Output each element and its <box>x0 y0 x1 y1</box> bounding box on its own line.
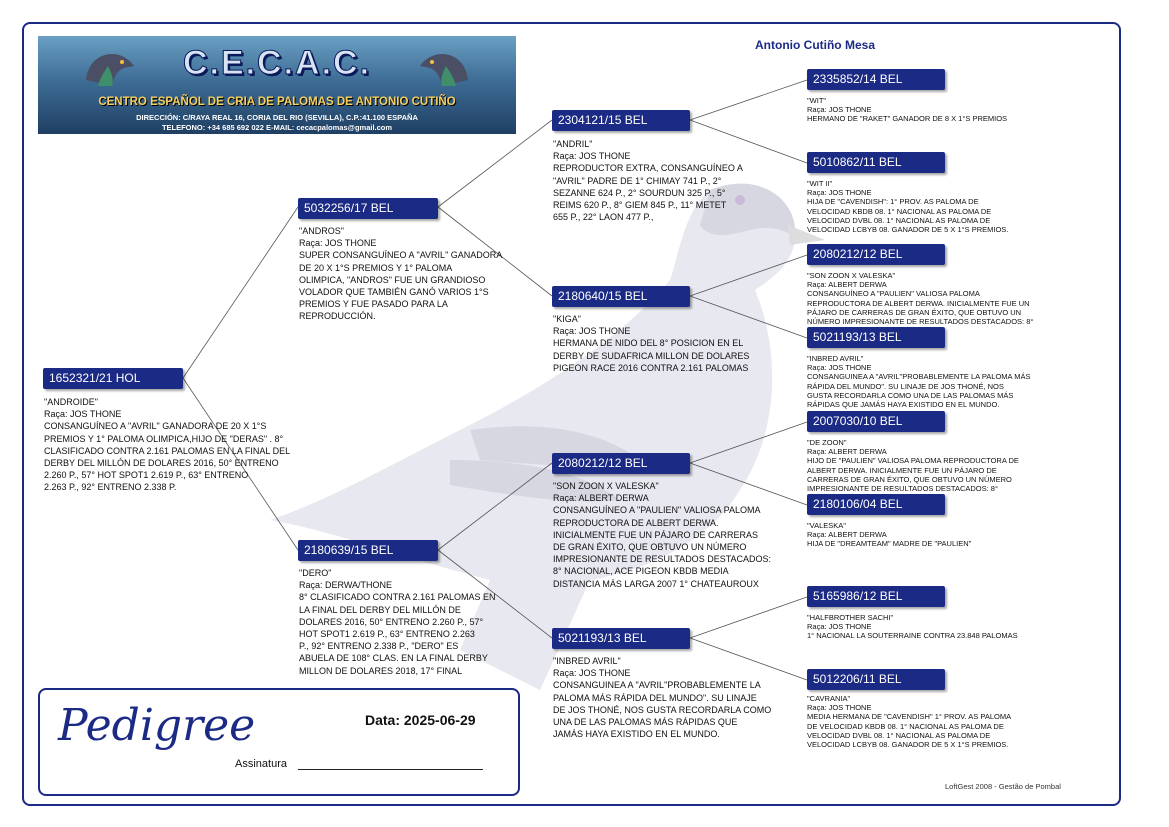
info-line: DOLARES 2016, 50° ENTRENO 2.260 P., 57° <box>299 616 484 627</box>
info-line: REPRODUCCIÓN. <box>299 311 376 322</box>
info-line: HIJA DE "CAVENDISH": 1° PROV. AS PALOMA DE <box>807 197 979 207</box>
subject-info <box>44 396 354 494</box>
info-line: ALBERT DERWA. INICIALMENTE FUE UN PÁJARO DE <box>807 465 997 475</box>
info-line: Raça: JOS THONE <box>553 326 631 337</box>
info-line: 8° NACIONAL, ACE PIGEON KBDB MEDIA <box>553 566 729 577</box>
info-line: GUSTA RECORDARLA COMO UNA DE LAS PALOMAS MÁS <box>807 390 1014 400</box>
info-line: PREMIOS Y FUE PASADO PARA LA <box>299 299 448 310</box>
info-line: Raça: ALBERT DERWA <box>807 280 887 290</box>
info-line: Raça: JOS THONE <box>44 409 122 420</box>
info-line: HOT SPOT1 2.619 P., 63° ENTRENO 2.263 <box>299 629 475 640</box>
info-line: "ANDRIL" <box>553 139 593 149</box>
info-line: DISTANCIA MÁS LARGA 2007 1° CHATEAUROUX <box>553 578 759 589</box>
info-line: Raça: JOS THONE <box>299 238 377 249</box>
gp-ss-info <box>553 138 793 223</box>
ggp-6-info <box>807 521 1067 549</box>
gp-ds-info <box>553 480 798 590</box>
ggp-8-info <box>807 694 1067 749</box>
info-line: "ANDROIDE" <box>44 397 98 407</box>
info-line: "VALESKA" <box>807 521 846 530</box>
info-line: Raça: ALBERT DERWA <box>807 530 887 540</box>
info-line: REPRODUCTORA DE ALBERT DERWA. <box>553 517 719 528</box>
info-line: "SON ZOON X VALESKA" <box>807 271 896 280</box>
info-line: ABUELA DE 108° CLAS. EN LA FINAL DERBY <box>299 653 488 664</box>
info-line: SEZANNE 624 P., 2° SOURDUN 325 P., 5° <box>553 187 726 198</box>
info-line: OLIMPICA, "ANDROS" FUE UN GRANDIOSO <box>299 274 486 285</box>
info-line: IMPRESIONANTE DE RESULTADOS DESTACADOS: <box>553 554 772 565</box>
info-line: Raça: ALBERT DERWA <box>807 447 887 457</box>
sire-info <box>299 225 529 323</box>
ggp-1-ring[interactable]: 2335852/14 BEL <box>807 69 945 90</box>
footer-credit: LoftGest 2008 - Gestão de Pombal <box>945 782 1061 791</box>
info-line: IMPRESIONANTE DE RESULTADOS DESTACADOS: 8° <box>807 484 998 494</box>
sire-ring[interactable]: 5032256/17 BEL <box>298 198 438 219</box>
info-line: PIGEON RACE 2016 CONTRA 2.161 PALOMAS <box>553 362 749 373</box>
info-line: "DE ZOON" <box>807 438 847 447</box>
signature-label: Assinatura <box>235 758 287 770</box>
info-line: "SON ZOON X VALESKA" <box>553 481 659 491</box>
info-line: DE GRAN ÉXITO, QUE OBTUVO UN NÚMERO <box>553 542 747 553</box>
info-line: REPRODUCTOR EXTRA, CONSANGUÍNEO A <box>553 163 743 174</box>
info-line: CONSANGUÍNEO A "PAULIEN" VALIOSA PALOMA <box>807 289 980 299</box>
dam-ring[interactable]: 2180639/15 BEL <box>298 540 438 561</box>
info-line: NÚMERO IMPRESIONANTE DE RESULTADOS DESTACADOS: 8° <box>807 317 1034 327</box>
info-line: VELOCIDAD LCBYB 08. GANADOR DE 5 X 1°S PREMIOS. <box>807 225 1009 235</box>
info-line: "WIT" <box>807 96 827 105</box>
ggp-7-info <box>807 613 1067 641</box>
gp-ds-ring[interactable]: 2080212/12 BEL <box>552 453 690 474</box>
info-line: Raça: ALBERT DERWA <box>553 493 649 504</box>
info-line: DE 20 X 1°S PREMIOS Y 1° PALOMA <box>299 262 453 273</box>
ggp-3-info <box>807 271 1067 326</box>
info-line: "INBRED AVRIL" <box>553 656 621 666</box>
info-line: PALOMA MÁS RÁPIDA DEL MUNDO". SU LINAJE <box>553 692 757 703</box>
info-line: "WIT II" <box>807 179 833 188</box>
info-line: UNA DE LAS PALOMAS MÁS RÁPIDAS QUE <box>553 717 738 728</box>
info-line: RÁPIDAS QUE JAMÁS HAYA EXISTIDO EN EL MUNDO. <box>807 400 1000 410</box>
ggp-6-ring[interactable]: 2180106/04 BEL <box>807 494 945 515</box>
ggp-8-ring[interactable]: 5012206/11 BEL <box>807 669 945 690</box>
info-line: Raça: JOS THONE <box>553 668 631 679</box>
info-line: CARRERAS DE GRAN ÉXITO, QUE OBTUVO UN NÚMERO <box>807 474 1012 484</box>
info-line: 2.263 P., 92° ENTRENO 2.338 P. <box>44 482 177 493</box>
ggp-4-ring[interactable]: 5021193/13 BEL <box>807 327 945 348</box>
ggp-7-ring[interactable]: 5165986/12 BEL <box>807 586 945 607</box>
info-line: P., 92° ENTRENO 2.338 P., "DERO" ES <box>299 641 459 652</box>
info-line: Raça: JOS THONE <box>807 188 872 198</box>
logo-subtitle: CENTRO ESPAÑOL DE CRIA DE PALOMAS DE ANTONIO CUTIÑO <box>98 96 456 108</box>
gp-sd-ring[interactable]: 2180640/15 BEL <box>552 286 690 307</box>
info-line: HIJA DE "DREAMTEAM" MADRE DE "PAULIEN" <box>807 539 972 549</box>
info-line: "HALFBROTHER SACHI" <box>807 613 894 622</box>
info-line: PÁJARO DE CARRERAS DE GRAN ÉXITO, QUE OBTUVO UN <box>807 307 1022 317</box>
info-line: CONSANGUÍNEO A "PAULIEN" VALIOSA PALOMA <box>553 505 761 516</box>
info-line: REPRODUCTORA DE ALBERT DERWA. INICIALMENTE FUE UN <box>807 298 1030 308</box>
info-line: CONSANGUINEA A "AVRIL"PROBABLEMENTE LA <box>553 680 761 691</box>
info-line: "ANDROS" <box>299 226 344 236</box>
info-line: 1° NACIONAL LA SOUTERRAINE CONTRA 23.848 PALOMAS <box>807 631 1018 641</box>
pedigree-title: Pedigree <box>58 700 256 751</box>
info-line: Raça: JOS THONE <box>807 622 872 632</box>
pedigree-date: Data: 2025-06-29 <box>365 712 476 728</box>
info-line: 8° CLASIFICADO CONTRA 2.161 PALOMAS EN <box>299 592 496 603</box>
info-line: LA FINAL DEL DERBY DEL MILLÓN DE <box>299 604 461 615</box>
info-line: VELOCIDAD DVBL 08. 1° NACIONAL AS PALOMA DE <box>807 215 991 225</box>
info-line: MEDIA HERMANA DE "CAVENDISH" 1° PROV. AS PALOMA <box>807 712 1012 722</box>
gp-ss-ring[interactable]: 2304121/15 BEL <box>552 110 690 131</box>
info-line: CONSANGUINEA A "AVRIL"PROBABLEMENTE LA PALOMA MÁS <box>807 372 1031 382</box>
signature-line[interactable] <box>298 769 483 770</box>
info-line: VELOCIDAD KBDB 08. 1° NACIONAL AS PALOMA DE <box>807 206 992 216</box>
info-line: 655 P., 22° LAON 477 P., <box>553 212 654 223</box>
info-line: CLASIFICADO CONTRA 2.161 PALOMAS EN LA FINAL DEL <box>44 445 291 456</box>
info-line: HIJO DE "PAULIEN" VALIOSA PALOMA REPRODUCTORA DE <box>807 456 1019 466</box>
info-line: VELOCIDAD LCBYB 08. GANADOR DE 5 X 1°S PREMIOS. <box>807 740 1009 750</box>
info-line: JAMÁS HAYA EXISTIDO EN EL MUNDO. <box>553 729 720 740</box>
info-line: REIMS 620 P., 8° GIEM 845 P., 11° METET <box>553 200 727 211</box>
ggp-2-info <box>807 179 1067 234</box>
info-line: "INBRED AVRIL" <box>807 354 864 363</box>
info-line: "DERO" <box>299 568 332 578</box>
info-line: HERMANO DE "RAKET" GANADOR DE 8 X 1°S PREMIOS <box>807 114 1008 124</box>
info-line: PREMIOS Y 1° PALOMA OLIMPICA,HIJO DE "DERAS" . 8° <box>44 433 284 444</box>
ggp-5-info <box>807 438 1067 493</box>
info-line: CONSANGUÍNEO A "AVRIL" GANADORA DE 20 X 1°S <box>44 421 267 432</box>
info-line: "AVRIL" PADRE DE 1° CHIMAY 741 P., 2° <box>553 175 722 186</box>
info-line: DE VELOCIDAD KBDB 08. 1° NACIONAL AS PALOMA DE <box>807 721 1004 731</box>
info-line: VELOCIDAD DVBL 08. 1° NACIONAL AS PALOMA DE <box>807 730 991 740</box>
gp-dd-info <box>553 655 798 740</box>
ggp-5-ring[interactable]: 2007030/10 BEL <box>807 411 945 432</box>
pedigree-box <box>38 688 520 796</box>
info-line: DERBY DE SUDAFRICA MILLON DE DOLARES <box>553 350 750 361</box>
ggp-3-ring[interactable]: 2080212/12 BEL <box>807 244 945 265</box>
info-line: RÁPIDA DEL MUNDO". SU LINAJE DE JOS THONÉ, NOS <box>807 381 1004 391</box>
logo-contact: TELEFONO: +34 685 692 022 E-MAIL: cecacpalomas@gmail.com <box>161 123 393 132</box>
info-line: "CAVRANIA" <box>807 694 851 703</box>
info-line: SUPER CONSANGUÍNEO A "AVRIL" GANADORA <box>299 250 503 261</box>
info-line: HERMANA DE NIDO DEL 8° POSICION EN EL <box>553 338 744 349</box>
info-line: Raça: JOS THONE <box>553 151 631 162</box>
owner-name: Antonio Cutiño Mesa <box>755 38 875 52</box>
info-line: DE JOS THONÉ, NOS GUSTA RECORDARLA COMO <box>553 704 772 715</box>
info-line: MILLON DE DOLARES 2018, 17° FINAL <box>299 665 463 676</box>
info-line: DERBY DEL MILLÓN DE DOLARES 2016, 50° ENTRENO <box>44 458 279 469</box>
info-line: VOLADOR QUE TAMBIÉN GANÓ VARIOS 1°S <box>299 287 489 298</box>
logo-address: DIRECCIÓN: C/RAYA REAL 16, CORIA DEL RIO (SEVILLA), C.P.:41.100 ESPAÑA <box>136 113 418 122</box>
gp-sd-info <box>553 313 793 374</box>
ggp-2-ring[interactable]: 5010862/11 BEL <box>807 152 945 173</box>
info-line: Raça: DERWA/THONE <box>299 580 393 591</box>
logo-title: C.E.C.A.C. <box>182 44 372 82</box>
gp-dd-ring[interactable]: 5021193/13 BEL <box>552 628 690 649</box>
info-line: Raça: JOS THONE <box>807 703 872 713</box>
info-line: Raça: JOS THONE <box>807 363 872 373</box>
dam-info <box>299 567 529 677</box>
info-line: 2.260 P., 57° HOT SPOT1 2.619 P., 63° ENTRENO <box>44 470 249 481</box>
info-line: Raça: JOS THONE <box>807 105 872 115</box>
ggp-1-info <box>807 96 1067 124</box>
info-line: INICIALMENTE FUE UN PÁJARO DE CARRERAS <box>553 529 759 540</box>
info-line: "KIGA" <box>553 314 581 324</box>
ggp-4-info <box>807 354 1067 409</box>
subject-ring[interactable]: 1652321/21 HOL <box>43 368 183 389</box>
